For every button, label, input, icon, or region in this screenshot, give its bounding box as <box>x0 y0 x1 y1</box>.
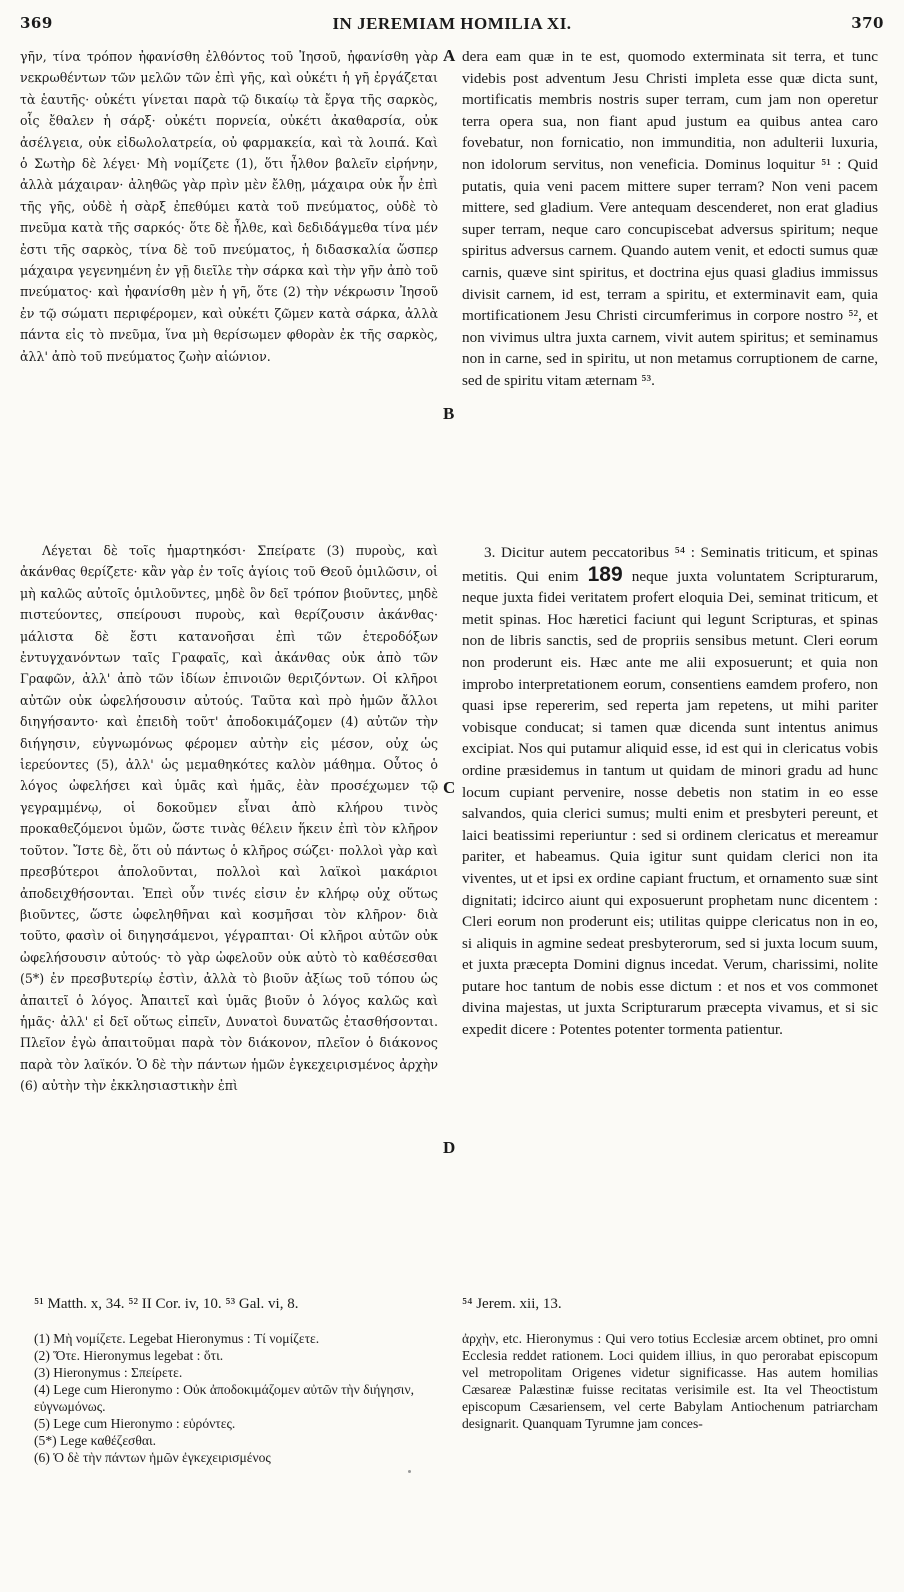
margin-letter-b: B <box>443 404 455 423</box>
footnote: (2) Ὅτε. Hieronymus legebat : ὅτι. <box>34 1348 224 1363</box>
latin-p2-start: 3. Dicitur autem peccatoribus ⁵⁴ : Seminatis triticum, et spinas metitis. Qui enim <box>462 544 878 585</box>
latin-paragraph-1: dera eam quæ in te est, quomodo exterminata sit terra, et tunc videbis post adventum Jesu Christi impleta esse quæ dicta sunt, mortificatis membris nostris super terram, cum jam non operetur terra opera sua, non fiant apud justum ea quibus antea caro fovebatur, non fornicatio, non immunditia, non adulterii luxuria, non idolorum servitus, non veneficia. Dominus loquitur ⁵¹ : Quid putatis, quia veni pacem mittere super terram? Non veni pacem mittere, sed gladium. Vere antequam descenderet, non erat gladius super terram, neque caro concupiscebat adversus spiritum; neque spiritus adversus carnem. Quando autem venit, et edocti sumus quæ carnis, quæve sint spiritus, et doctrina ejus quasi gladius immissus divisit carnem, id est, terram a spiritu, et exterminavit eam, quia mortificationem Jesu Christi circumferimus in corpore nostro ⁵², et non vivimus ultra juxta carnem, vivit autem spiritus; et seminamus non in carne, sed in spiritu, ut non metamus corruptionem de carne, sed de spiritu vitam æternam ⁵³. <box>462 48 878 389</box>
scan-speck <box>408 1470 411 1473</box>
footnote: (6) Ὁ δὲ τὴν πάντων ἡμῶν ἐγκεχειρισμένος <box>34 1450 271 1465</box>
footnote: (5) Lege cum Hieronymo : εὑρόντες. <box>34 1416 236 1431</box>
page-number-right: 370 <box>851 14 884 32</box>
margin-letter-c: C <box>443 778 456 797</box>
footnotes-left <box>34 1330 434 1466</box>
greek-paragraph-2: Λέγεται δὲ τοῖς ἡμαρτηκόσι· Σπείρατε (3) πυροὺς, καὶ ἀκάνθας θερίζετε· κἂν γὰρ ἐν τοῖς ἁγίοις τοῦ Θεοῦ ὁμιλῶσιν, οἱ μὴ καλῶς αὐτοῖς ὁμιλοῦντες, μηδὲ ὃν δεῖ τρόπον βιοῦντες, μηδὲ πιστεύοντες, σπείρουσι πυροὺς, καὶ θερίζουσιν ἀκάνθας· μάλιστα δὲ ἔστι κατανοῆσαι ἐπὶ τῶν ἑτεροδόξων ἐντυγχανόντων ταῖς Γραφαῖς, καὶ ἀκάνθας οὐκ ἀπὸ τῶν Γραφῶν, ἀλλ' ἀπὸ τῶν ἰδίων ἐπινοιῶν θεριζόντων. Οἱ κλῆροι αὐτῶν οὐκ ὠφελήσουσιν αὐτούς. Ταῦτα καὶ πρὸ ἡμῶν ἄλλοι διηγήσαντο· καὶ ἐπειδὴ τοῦτ' ἀποδοκιμάζομεν (4) αὐτῶν τὴν διήγησιν, εὐγνωμόνως φέρομεν αὐτὴν εἰς μέσον, οὐχ ὡς ἱερεύοντες (5), ἀλλ' ὡς μεμαθηκότες καλὸν μάθημα. Οὗτος ὁ λόγος ὠφελήσει καὶ ὑμᾶς καὶ ἡμᾶς, ἐὰν προσέχωμεν τῷ γεγραμμένῳ, οἱ δοκοῦμεν εἶναι ἀπὸ κλήρου τινὸς προκαθεζόμενοι ὑμῶν, ὥστε τινὰς θέλειν ἥκειν ἐπὶ τὸν κλῆρον τοῦτον. Ἴστε δὲ, ὅτι οὐ πάντως ὁ κλῆρος σώζει· πολλοὶ γὰρ καὶ πρεσβύτεροι ἀπολοῦνται, πολλοὶ καὶ λαϊκοὶ μακάριοι ἀποδειχθήσονται. Ἐπεὶ οὖν τινές εἰσιν ἐν κλήρῳ οὐχ οὕτως βιοῦντες, ὥστε ὠφεληθῆναι καὶ κοσμῆσαι τὸν κλῆρον· διὰ τοῦτο, φασὶν οἱ διηγησάμενοι, γέγραπται· Οἱ κλῆροι αὐτῶν οὐκ ὠφελήσουσιν αὐτούς· τὸ γὰρ ὠφελοῦν οὐκ αὐτὸ τὸ καθέσεσθαι (5*) ἐν πρεσβυτερίῳ ἐστὶν, ἀλλὰ τὸ βιοῦν ἀξίως τοῦ τόπου ὡς ἀπαιτεῖ ὁ λόγος. Ἀπαιτεῖ καὶ ὑμᾶς βιοῦν ὁ λόγος καλῶς καὶ ἡμᾶς· ἀλλ' εἰ δεῖ οὕτως εἰπεῖν, Δυνατοὶ δυνατῶς ἐτασθήσονται. Πλεῖον ἐγὼ ἀπαιτοῦμαι παρὰ τὸν διάκονον, πλεῖον ὁ διάκονος παρὰ τὸν λαϊκόν. Ὁ δὲ τὴν πάντων ἡμῶν ἐγκεχειρισμένος ἀρχὴν (6) αὐτὴν τὴν ἐκκλησιαστικὴν ἐπὶ <box>20 543 438 1094</box>
footnote: (3) Hieronymus : Σπείρετε. <box>34 1365 183 1380</box>
latin-paragraph-2 <box>462 542 878 1041</box>
margin-letter-a: A <box>443 46 456 65</box>
footnote: (4) Lege cum Hieronymo : Οὐκ ἀποδοκιμάζομεν αὐτῶν τὴν διήγησιν, εὐγνωμόνως. <box>34 1382 415 1414</box>
page-number-left: 369 <box>20 14 53 32</box>
column-number: 189 <box>587 562 623 586</box>
running-title: IN JEREMIAM HOMILIA XI. <box>332 14 572 33</box>
footnote: (5*) Lege καθέζεσθαι. <box>34 1433 157 1448</box>
footnote-right: ἀρχὴν, etc. Hieronymus : Qui vero totius Ecclesiæ arcem obtinet, pro omni Ecclesia reddet rationem. Loci quidem illius, in quo perorabat episcopum vel metropolitam Origenes videtur significasse. Has autem homilias Cæsareæ Palæstinæ fuisse recitatas verisimile est. Ita vel Theoctistum episcopum Cæsariensem, vel certe Babylam Antiochenum patriarcham designarit. Quanquam Tyrumne jam conces- <box>462 1331 878 1431</box>
latin-p2-rest: neque juxta voluntatem Scripturarum, neque juxta fidei veritatem profert eloquia Dei, seminat triticum, et metit spinas. Hoc hæretici faciunt qui legunt Scripturas, et spinas non de libris sanctis, sed de propriis sensibus metunt. Cleri eorum non proderunt eis. Hæc ante me alii exposuerunt; et quia non improbo interpretationem eorum, consentiens eamdem profero, non quasi ipse repererim, sed reperta jam repetens, ut mihi pariter vobisque conducat; si tamen quæ dicenda sunt intentus animus excipiat. Nos qui putamur aliquid esse, id est qui in clericatus vobis ordine præsidemus in tantum ut quidam de minori gradu ad hunc locum cupiant pervenire, nosse debetis non statim in eo esse salvandos, quia clerici sumus; multi enim et presbyteri pereunt, et laici beatissimi reperiuntur : sed si ordinem clericatus et mereamur pariter, et habeamus. Quia igitur sunt quidam clerici non ita viventes, ut et ipsi ex ordine capiant fructum, et ornamento suæ sint dignitati; idcirco aiunt qui exposuerunt prophetam nunc dicentem : Cleri eorum non proderunt eis; utilitas quippe clericatus non in eo, si aliquis in agmine sedeat presbyterorum, sed si juxta locum suum, et juxta præcepta Domini dignus incedat. Verum, charissimi, nolite putare hoc tantum de nobis esse dictum : et nos et vos commonet divina majestas, ut juxta Scripturarum præcepta vivamus, et si sic expedit dicere : Potentes potenter tormenta patientur. <box>462 567 878 1039</box>
scripture-refs-right: ⁵⁴ Jerem. xii, 13. <box>462 1296 562 1312</box>
footnote: (1) Μὴ νομίζετε. Legebat Hieronymus : Τί νομίζετε. <box>34 1331 320 1346</box>
scripture-refs-left: ⁵¹ Matth. x, 34. ⁵² II Cor. iv, 10. ⁵³ Gal. vi, 8. <box>34 1296 299 1312</box>
margin-letter-d: D <box>443 1138 456 1157</box>
greek-paragraph-1: γῆν, τίνα τρόπον ἠφανίσθη ἐλθόντος τοῦ Ἰησοῦ, ἠφανίσθη γὰρ νεκρωθέντων τῶν μελῶν τῶν ἐπὶ γῆς, καὶ οὐκέτι ἡ γῆ ἐργάζεται τὰ ἑαυτῆς· οὐκέτι γίνεται παρὰ τῷ δικαίῳ τὰ ἔργα τῆς σαρκὸς, οἷς ἔθαλεν ἡ σάρξ· οὐκέτι πορνεία, οὐκέτι ἀκαθαρσία, οὐκ ἀσέλγεια, οὐκ εἰδωλολατρεία, οὐ φαρμακεία, καὶ τὰ λοιπά. Καὶ ὁ Σωτὴρ δὲ λέγει· Μὴ νομίζετε (1), ὅτι ἦλθον βαλεῖν εἰρήνην, ἀλλὰ μάχαιραν· ἀληθῶς γὰρ πρὶν μὲν ἔλθῃ, μάχαιρα οὐκ ἦν ἐπὶ τῆς γῆς, οὐδὲ ἡ σὰρξ ἐπεθύμει κατὰ τοῦ πνεύματος, οὐδὲ τὸ πνεῦμα κατὰ τῆς σαρκός· ὅτε δὲ ἦλθε, καὶ δεδιδάγμεθα τίνα μέν ἐστι τῆς σαρκὸς, τίνα δὲ τοῦ πνεύματος, ἡ διδασκαλία ὥσπερ μάχαιρα γεγενημένη ἐν γῇ διεῖλε τὴν σάρκα καὶ τὴν γῆν ἀπὸ τοῦ πνεύματος· καὶ ἠφανίσθη μὲν ἡ γῆ, ὅτε (2) τὴν νέκρωσιν Ἰησοῦ ἐν τῷ σώματι περιφέρομεν, καὶ οὐκέτι ζῶμεν κατὰ σάρκα, ἀλλὰ πάντα εἰς τὸ πνεῦμα, ἵνα μὴ θερίσωμεν φθορὰν ἐκ τῆς σαρκὸς, ἀλλ' ἀπὸ τοῦ πνεύματος ζωὴν αἰώνιον. <box>20 49 438 364</box>
